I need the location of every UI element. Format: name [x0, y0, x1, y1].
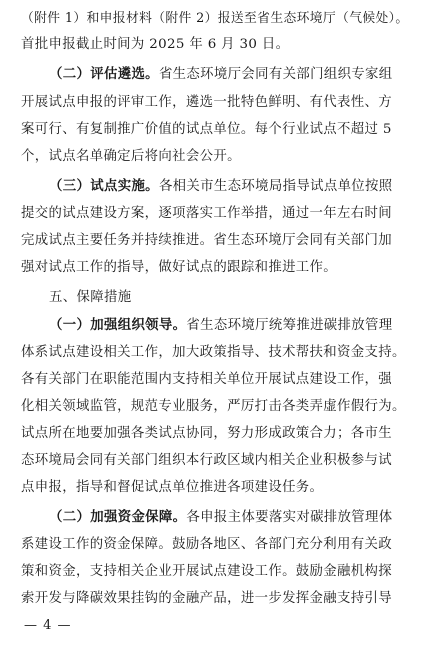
line-text: 开展试点申报的评审工作，遴选一批特色鲜明、有代表性、方 — [21, 95, 392, 110]
text-line — [21, 536, 409, 554]
text-line — [21, 479, 409, 497]
line-text: 强对试点工作的指导，做好试点的跟踪和推进工作。 — [21, 260, 338, 275]
text-line — [21, 94, 409, 112]
text-line — [49, 66, 409, 84]
text-line — [21, 10, 409, 28]
page-number: — 4 — — [24, 618, 72, 633]
text-line — [21, 425, 409, 443]
line-text: 点申报，指导和督促试点单位推进各项建设任务。 — [21, 480, 324, 495]
text-line — [21, 36, 409, 54]
section-heading: （三）试点实施。 — [49, 179, 159, 194]
text-line — [21, 344, 409, 362]
line-text: 个，试点名单确定后将向社会公开。 — [21, 149, 241, 164]
text-line — [21, 371, 409, 389]
line-text: 完成试点主要任务并持续推进。省生态环境厅会同有关部门加 — [21, 233, 392, 248]
line-text: 策和资金，支持相关企业开展试点建设工作。鼓励金融机构探 — [21, 564, 392, 579]
line-text: 各有关部门在职能范围内支持相关单位开展试点建设工作，强 — [21, 372, 392, 387]
section-heading: （二）加强资金保障。 — [49, 510, 187, 525]
line-text: 体系试点建设相关工作，加大政策指导、技术帮扶和资金支持。 — [21, 345, 406, 360]
text-line — [49, 317, 409, 335]
text-line — [49, 178, 409, 196]
line-text: 提交的试点建设方案，逐项落实工作举措，通过一年左右时间 — [21, 206, 392, 221]
text-line — [21, 398, 409, 416]
line-text: （附件 1）和申报材料（附件 2）报送至省生态环境厅（气候处）。 — [21, 11, 409, 26]
line-text: 系建设工作的资金保障。鼓励各地区、各部门充分利用有关政 — [21, 537, 392, 552]
text-line — [21, 259, 409, 277]
text-line — [49, 289, 409, 307]
line-text: 试点所在地要加强各类试点协同，努力形成政策合力；各市生 — [21, 426, 392, 441]
line-text: 省生态环境厅会同有关部门组织专家组 — [158, 67, 393, 82]
line-text: 索开发与降碳效果挂钩的金融产品，进一步发挥金融支持引导 — [21, 591, 392, 606]
line-text: 案可行、有复制推广价值的试点单位。每个行业试点不超过 5 — [21, 122, 392, 137]
text-line — [21, 563, 409, 581]
section-heading: （一）加强组织领导。 — [49, 318, 187, 333]
text-line — [49, 509, 409, 527]
text-line — [21, 121, 409, 139]
text-line — [21, 452, 409, 470]
line-text: 各相关市生态环境局指导试点单位按照 — [158, 179, 393, 194]
line-text: 首批申报截止时间为 2025 年 6 月 30 日。 — [21, 37, 290, 52]
section-heading: （二）评估遴选。 — [49, 67, 159, 82]
line-text: 态环境局会同有关部门组织本行政区域内相关企业积极参与试 — [21, 453, 392, 468]
text-line — [21, 590, 409, 608]
line-text: 省生态环境厅统筹推进碳排放管理 — [186, 318, 393, 333]
text-line — [21, 232, 409, 250]
line-text: 化相关领域监管，规范专业服务，严厉打击各类弄虚作假行为。 — [21, 399, 406, 414]
line-text: 各申报主体要落实对碳排放管理体 — [186, 510, 393, 525]
text-line — [21, 148, 409, 166]
text-line — [21, 205, 409, 223]
line-text: 五、保障措施 — [49, 290, 132, 305]
